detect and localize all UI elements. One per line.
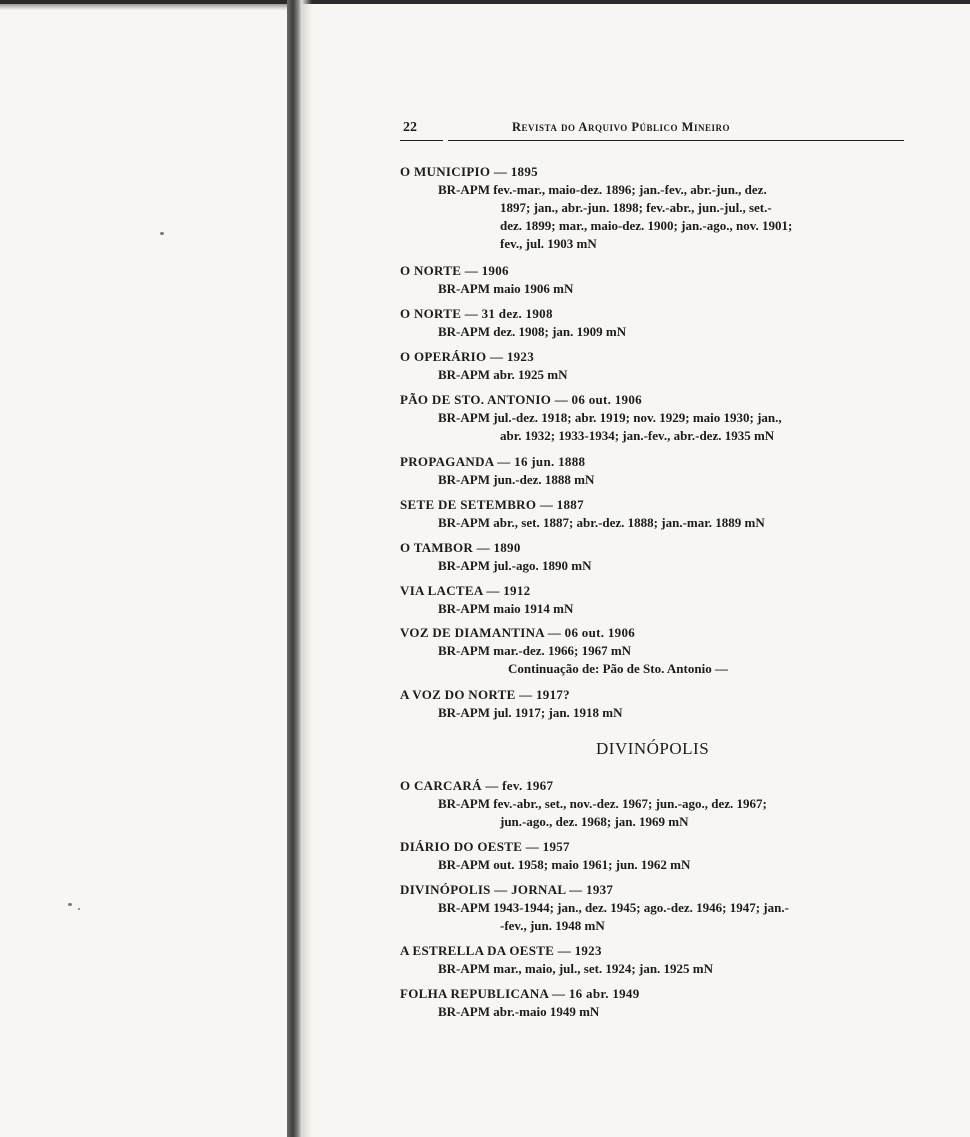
book-gutter xyxy=(287,0,302,1137)
entry-holdings: BR-APM mar., maio, jul., set. 1924; jan. 1925 mN xyxy=(438,961,714,976)
page-number: 22 xyxy=(403,120,417,135)
entry-holdings-continued: abr. 1932; 1933-1934; jan.-fev., abr.-dez. 1935 mN xyxy=(500,428,775,443)
entry-title: DIÁRIO DO OESTE — 1957 xyxy=(400,839,570,854)
entry-holdings-continued: -fev., jun. 1948 mN xyxy=(500,918,605,933)
entry-holdings: BR-APM abr., set. 1887; abr.-dez. 1888; jan.-mar. 1889 mN xyxy=(438,515,765,530)
header-rule xyxy=(400,140,443,141)
running-title: Revista do Arquivo Público Mineiro xyxy=(512,120,730,134)
catalog-entry xyxy=(400,624,920,678)
entry-holdings: BR-APM abr. 1925 mN xyxy=(438,367,568,382)
entry-title: O CARCARÁ — fev. 1967 xyxy=(400,778,554,793)
entry-holdings-continued: fev., jul. 1903 mN xyxy=(500,236,597,251)
catalog-entry xyxy=(400,686,920,722)
catalog-entry xyxy=(400,777,920,831)
catalog-entry xyxy=(400,838,920,874)
running-header xyxy=(400,120,905,142)
entry-title: SETE DE SETEMBRO — 1887 xyxy=(400,497,584,512)
entry-title: PÃO DE STO. ANTONIO — 06 out. 1906 xyxy=(400,392,642,407)
catalog-entry xyxy=(400,496,920,532)
entry-holdings: BR-APM jun.-dez. 1888 mN xyxy=(438,472,595,487)
section-heading: DIVINÓPOLIS xyxy=(596,739,710,758)
entry-holdings: BR-APM maio 1906 mN xyxy=(438,281,574,296)
entry-note: Continuação de: Pão de Sto. Antonio — xyxy=(508,661,728,676)
entry-title: A VOZ DO NORTE — 1917? xyxy=(400,687,570,702)
catalog-entry xyxy=(400,348,920,384)
entry-title: O NORTE — 31 dez. 1908 xyxy=(400,306,553,321)
entry-holdings: BR-APM fev.-mar., maio-dez. 1896; jan.-fev., abr.-jun., dez. xyxy=(438,182,767,197)
header-rule xyxy=(448,140,904,141)
catalog-entry xyxy=(400,539,920,575)
page-top-shadow xyxy=(0,4,300,10)
entry-title: VIA LACTEA — 1912 xyxy=(400,583,531,598)
entry-title: O OPERÁRIO — 1923 xyxy=(400,349,535,364)
entry-holdings: BR-APM jul.-ago. 1890 mN xyxy=(438,558,592,573)
catalog-entry xyxy=(400,262,920,298)
catalog-entry xyxy=(400,985,920,1021)
entry-title: A ESTRELLA DA OESTE — 1923 xyxy=(400,943,602,958)
entry-holdings: BR-APM jul. 1917; jan. 1918 mN xyxy=(438,705,623,720)
paper-speck xyxy=(160,232,164,235)
entry-title: O NORTE — 1906 xyxy=(400,263,509,278)
catalog-entry xyxy=(400,305,920,341)
catalog-entry xyxy=(400,453,920,489)
entry-title: O TAMBOR — 1890 xyxy=(400,540,521,555)
entry-title: FOLHA REPUBLICANA — 16 abr. 1949 xyxy=(400,986,640,1001)
entry-holdings: BR-APM mar.-dez. 1966; 1967 mN xyxy=(438,643,632,658)
entry-holdings: BR-APM dez. 1908; jan. 1909 mN xyxy=(438,324,627,339)
entry-holdings-continued: 1897; jan., abr.-jun. 1898; fev.-abr., jun.-jul., set.- xyxy=(500,200,772,215)
paper-speck xyxy=(78,908,80,910)
entry-holdings: BR-APM out. 1958; maio 1961; jun. 1962 mN xyxy=(438,857,691,872)
entry-holdings: BR-APM fev.-abr., set., nov.-dez. 1967; jun.-ago., dez. 1967; xyxy=(438,796,767,811)
entry-holdings: BR-APM jul.-dez. 1918; abr. 1919; nov. 1929; maio 1930; jan., xyxy=(438,410,782,425)
entry-holdings-continued: jun.-ago., dez. 1968; jan. 1969 mN xyxy=(500,814,689,829)
entry-title: DIVINÓPOLIS — JORNAL — 1937 xyxy=(400,882,614,897)
catalog-entry xyxy=(400,582,920,618)
gutter-shadow xyxy=(302,0,312,1137)
catalog-entry xyxy=(400,391,920,445)
entry-title: VOZ DE DIAMANTINA — 06 out. 1906 xyxy=(400,625,636,640)
entry-title: PROPAGANDA — 16 jun. 1888 xyxy=(400,454,586,469)
catalog-entry xyxy=(400,942,920,978)
entry-title: O MUNICIPIO — 1895 xyxy=(400,164,538,179)
entry-holdings-continued: dez. 1899; mar., maio-dez. 1900; jan.-ago., nov. 1901; xyxy=(500,218,793,233)
catalog-entry xyxy=(400,881,920,935)
entry-holdings: BR-APM maio 1914 mN xyxy=(438,601,574,616)
catalog-entry xyxy=(400,163,920,253)
paper-speck xyxy=(68,903,72,906)
entry-holdings: BR-APM abr.-maio 1949 mN xyxy=(438,1004,600,1019)
entry-holdings: BR-APM 1943-1944; jan., dez. 1945; ago.-dez. 1946; 1947; jan.- xyxy=(438,900,789,915)
